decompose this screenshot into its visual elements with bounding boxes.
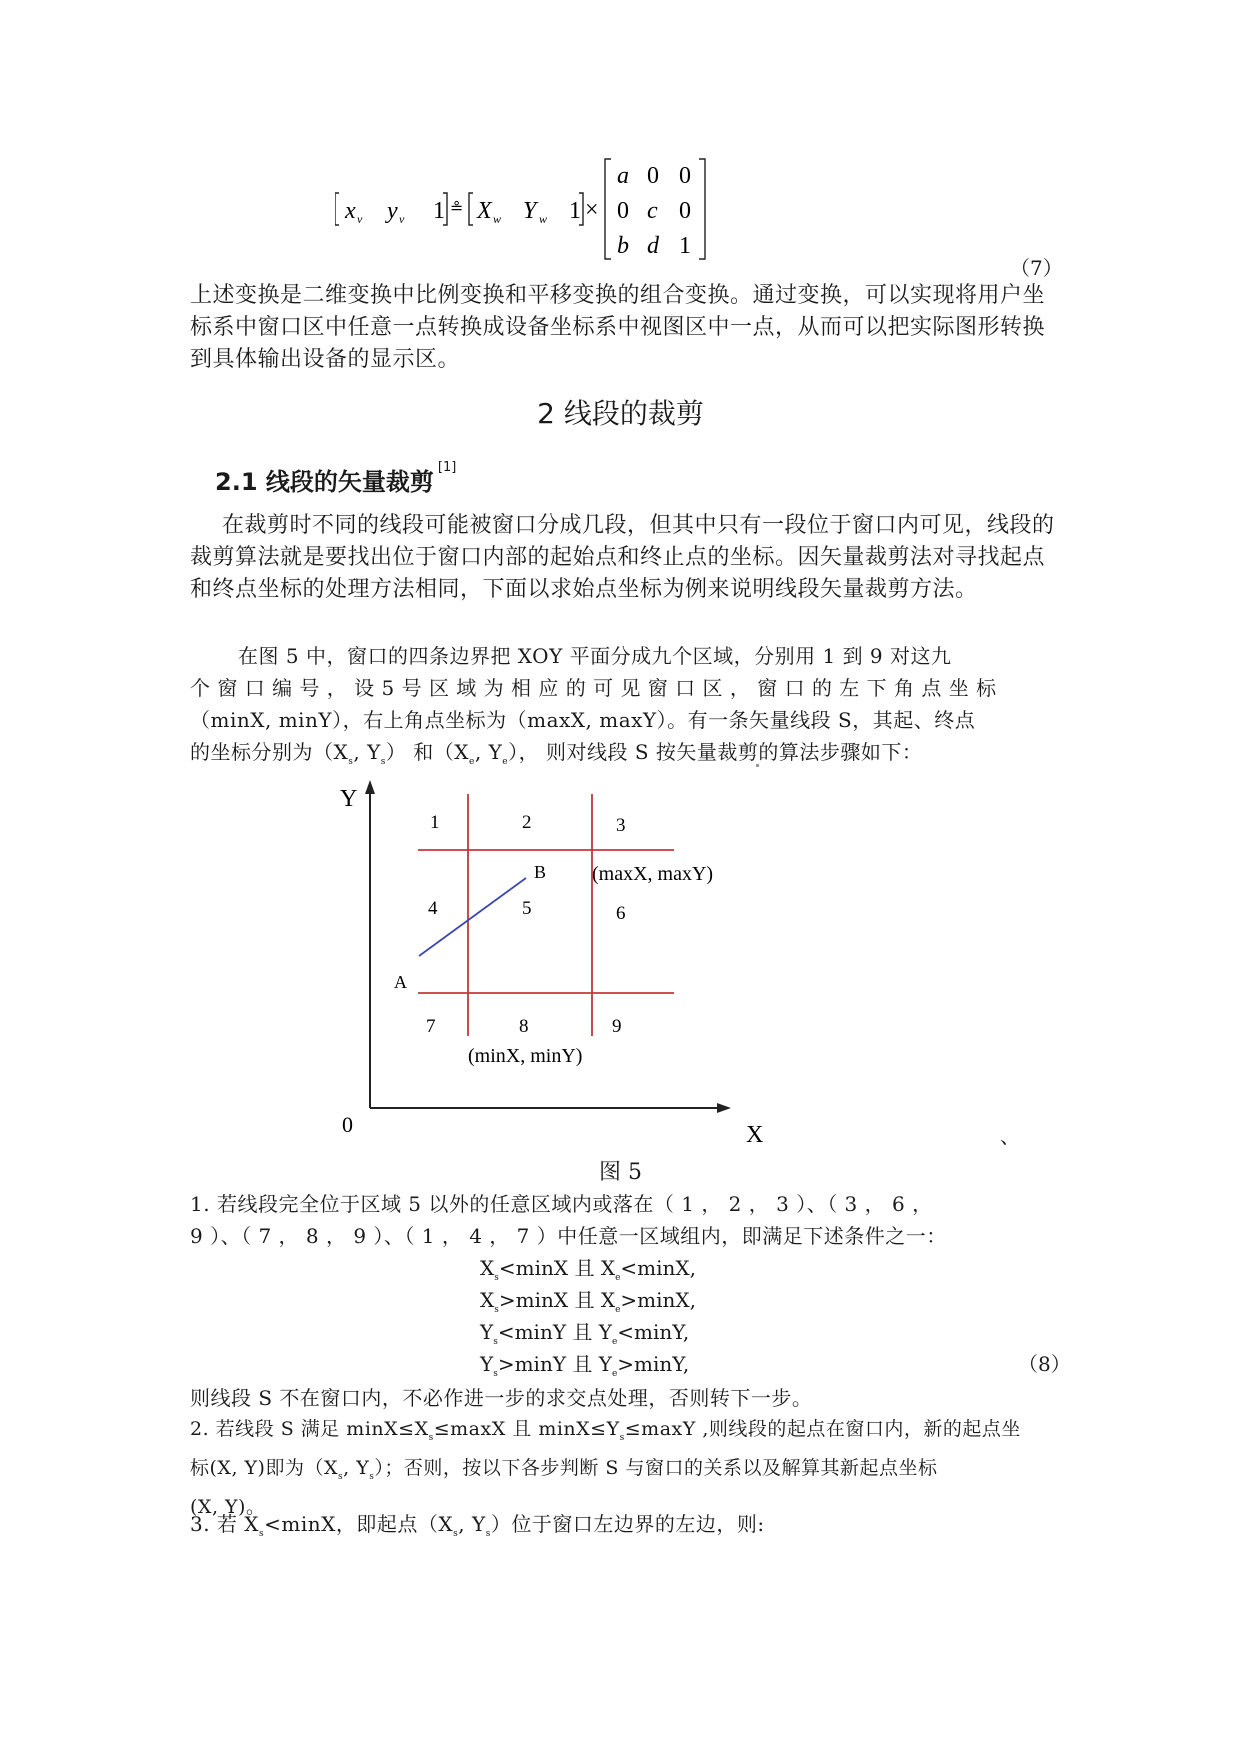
- region-6: 6: [616, 903, 626, 924]
- lhs-y-sub: v: [399, 212, 405, 226]
- lhs-one: 1: [433, 198, 445, 224]
- y-axis-label: Y: [340, 786, 358, 812]
- rhs-x: X: [477, 198, 492, 224]
- rhs-y-sub: w: [539, 212, 548, 226]
- point-b-label: B: [534, 862, 547, 882]
- step-2-line-2: 标(X, Y)即为（$X_s$, $Y_s$）；否则，按以下各步判断 S 与窗口的关系以及解算其新起点坐标: [190, 1456, 938, 1482]
- rhs-x-sub: w: [493, 212, 502, 226]
- stray-dot: [756, 764, 759, 767]
- fig-para-line-4: 的坐标分别为（$X_s$, $Y_s$） 和（$X_e$, $Y_e$）， 则对线段 S 按矢量裁剪的算法步骤如下：: [190, 740, 923, 767]
- region-3: 3: [616, 815, 626, 836]
- m-10: 0: [617, 198, 629, 224]
- condition-1: $X_s<\min X$ 且 $X_e<\min X$,: [480, 1256, 697, 1283]
- region-1: 1: [430, 812, 440, 833]
- lhs-y: y: [387, 198, 398, 224]
- matrix-equation-svg: [335, 155, 755, 265]
- clipping-regions-diagram: [316, 770, 781, 1145]
- lhs-x: x: [345, 198, 356, 224]
- citation-ref: [1]: [437, 460, 457, 475]
- figure-paragraph: [190, 640, 1060, 778]
- m-a: a: [617, 163, 629, 189]
- equation-7: [335, 155, 755, 265]
- point-a-label: A: [394, 972, 407, 992]
- condition-2: $X_s>\min X$ 且 $X_e>\min X$,: [480, 1288, 697, 1315]
- step-1-line-2: 9 ）、（ 7 ， 8 ， 9 ）、（ 1 ， 4 ， 7 ）中任意一区域组内，即满足下述条件之一：: [190, 1224, 947, 1248]
- m-01: 0: [647, 163, 659, 189]
- intro-paragraph: 在裁剪时不同的线段可能被窗口分成几段，但其中只有一段位于窗口内可见，线段的裁剪算法就是要找出位于窗口内部的起始点和终止点的坐标。因矢量裁剪法对寻找起点和终点坐标的处理方法相同，下面以求始点坐标为例来说明线段矢量裁剪方法。: [190, 513, 1055, 602]
- fig-para-line-1: 在图 5 中，窗口的四条边界把 XOY 平面分成九个区域，分别用 1 到 9 对这九: [238, 644, 952, 668]
- region-5: 5: [522, 898, 532, 919]
- fig-para-line-3: （minX, minY），右上角点坐标为（maxX, maxY）。有一条矢量线段 S，其起、终点: [190, 708, 976, 732]
- m-22: 1: [679, 233, 691, 259]
- approx-op: ≗: [450, 198, 464, 217]
- rhs-one: 1: [569, 198, 581, 224]
- figure-5: [316, 770, 781, 1145]
- rhs-y: Y: [523, 198, 537, 224]
- m-d: d: [647, 233, 659, 259]
- m-12: 0: [679, 198, 691, 224]
- region-8: 8: [519, 1016, 529, 1037]
- region-9: 9: [612, 1016, 622, 1037]
- step-2-line-3: (X, Y)。: [190, 1495, 266, 1518]
- x-axis-label: X: [746, 1122, 764, 1145]
- region-4: 4: [428, 898, 438, 919]
- m-02: 0: [679, 163, 691, 189]
- step-1-line-1: 1. 若线段完全位于区域 5 以外的任意区域内或落在（ 1 ， 2 ， 3 ）、（ 3 ， 6 ，: [190, 1192, 933, 1216]
- m-c: c: [647, 198, 658, 224]
- fig-para-line-2: 个 窗 口 编 号 ， 设 5 号 区 域 为 相 应 的 可 见 窗 口 区 ， 窗 口 的 左 下 角 点 坐 标: [190, 676, 997, 700]
- origin-label: 0: [342, 1112, 353, 1137]
- subsection-title: 2.1 线段的矢量裁剪[1]: [215, 460, 457, 496]
- step-1: [190, 1188, 1060, 1252]
- times-op: ×: [585, 197, 599, 223]
- figure-caption: 图 5: [599, 1160, 642, 1185]
- m-b: b: [617, 233, 629, 259]
- equation-8-number: （8）: [1018, 1352, 1071, 1376]
- stray-mark: 、: [1000, 1124, 1020, 1148]
- max-corner-label: (maxX, maxY): [592, 863, 714, 885]
- equation-7-number: （7）: [1010, 256, 1063, 280]
- condition-4: $Y_s>\min Y$ 且 $Y_e>\min Y$,: [480, 1352, 690, 1379]
- region-2: 2: [522, 812, 532, 833]
- lhs-x-sub: v: [357, 212, 363, 226]
- step-1-conclusion: 则线段 S 不在窗口内，不必作进一步的求交点处理，否则转下一步。: [190, 1386, 813, 1410]
- step-2-line-1: 2. 若线段 S 满足 $\min X\le X_s\le\max X$ 且 $\min X\le Y_s\le\max Y$ ,则线段的起点在窗口内，新的起点坐: [190, 1418, 1021, 1443]
- condition-3: $Y_s<\min Y$ 且 $Y_e<\min Y$,: [480, 1320, 690, 1347]
- transform-paragraph: 上述变换是二维变换中比例变换和平移变换的组合变换。通过变换，可以实现将用户坐标系中窗口区中任意一点转换成设备坐标系中视图区中一点，从而可以把实际图形转换到具体输出设备的显示区。: [190, 283, 1046, 372]
- region-7: 7: [426, 1016, 436, 1037]
- step-2: [190, 1414, 1060, 1522]
- min-corner-label: (minX, minY): [468, 1045, 583, 1067]
- section-title: 2 线段的裁剪: [537, 397, 704, 430]
- step-3: 3. 若 $X_s<\min X$，即起点（$X_s$, $Y_s$）位于窗口左边界的左边，则:: [190, 1512, 765, 1539]
